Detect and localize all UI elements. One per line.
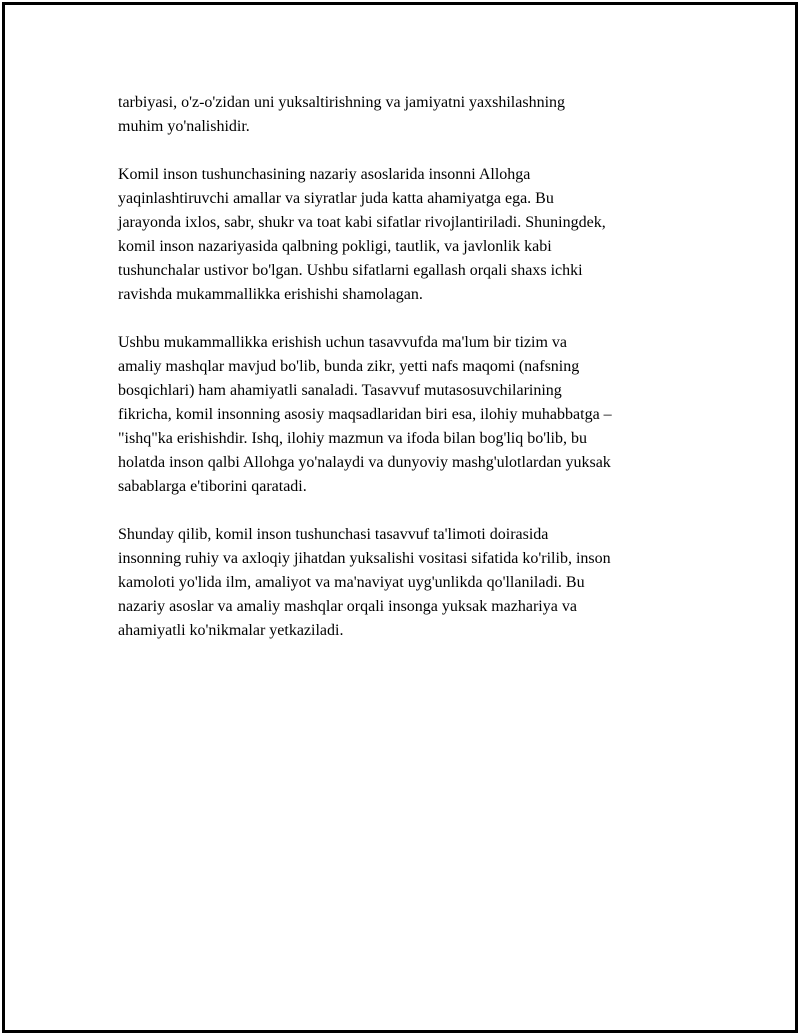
paragraph-4: [118, 523, 693, 643]
text-line: amaliy mashqlar mavjud bo'lib, bunda zikr, yetti nafs maqomi (nafsning: [118, 358, 580, 375]
text-line: Ushbu mukammallikka erishish uchun tasavvufda ma'lum bir tizim va: [118, 334, 568, 351]
text-line: tushunchalar ustivor bo'lgan. Ushbu sifatlarni egallash orqali shaxs ichki: [118, 262, 583, 279]
text-line: holatda inson qalbi Allohga yo'nalaydi va dunyoviy mashg'ulotlardan yuksak: [118, 454, 611, 471]
text-line: jarayonda ixlos, sabr, shukr va toat kabi sifatlar rivojlantiriladi. Shuningdek,: [118, 214, 606, 231]
text-line: sabablarga e'tiborini qaratadi.: [118, 478, 307, 495]
text-line: insonning ruhiy va axloqiy jihatdan yuksalishi vositasi sifatida ko'rilib, inson: [118, 550, 611, 567]
text-line: muhim yo'nalishidir.: [118, 118, 250, 135]
paragraph-1: [118, 91, 693, 139]
text-line: yaqinlashtiruvchi amallar va siyratlar juda katta ahamiyatga ega. Bu: [118, 190, 554, 207]
text-line: ahamiyatli ko'nikmalar yetkaziladi.: [118, 622, 344, 639]
document-body: [118, 91, 693, 667]
text-line: "ishq"ka erishishdir. Ishq, ilohiy mazmun va ifoda bilan bog'liq bo'lib, bu: [118, 430, 587, 447]
text-line: fikricha, komil insonning asosiy maqsadlaridan biri esa, ilohiy muhabbatga –: [118, 406, 612, 423]
paragraph-3: [118, 331, 693, 499]
text-line: komil inson nazariyasida qalbning pokligi, tautlik, va javlonlik kabi: [118, 238, 552, 255]
text-line: tarbiyasi, o'z-o'zidan uni yuksaltirishning va jamiyatni yaxshilashning: [118, 94, 566, 111]
text-line: kamoloti yo'lida ilm, amaliyot va ma'naviyat uyg'unlikda qo'llaniladi. Bu: [118, 574, 585, 591]
text-line: bosqichlari) ham ahamiyatli sanaladi. Tasavvuf mutasosuvchilarining: [118, 382, 562, 399]
text-line: nazariy asoslar va amaliy mashqlar orqali insonga yuksak mazhariya va: [118, 598, 577, 615]
paragraph-2: [118, 163, 693, 307]
text-line: Shunday qilib, komil inson tushunchasi tasavvuf ta'limoti doirasida: [118, 526, 549, 543]
text-line: ravishda mukammallikka erishishi shamolagan.: [118, 286, 423, 303]
text-line: Komil inson tushunchasining nazariy asoslarida insonni Allohga: [118, 166, 531, 183]
